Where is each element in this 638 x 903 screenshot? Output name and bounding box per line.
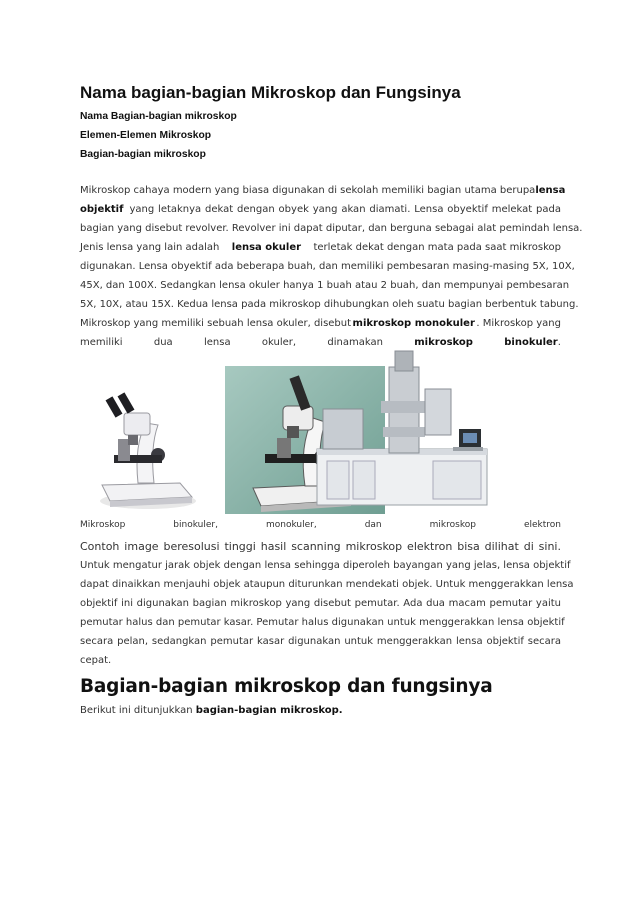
caption-word: elektron (523, 520, 561, 530)
text-line (80, 181, 566, 200)
text-span: digunakan. Lensa obyektif ada beberapa buah, dan memiliki pembesaran masing-masing 5X, 10X, (80, 261, 575, 272)
text-line (80, 295, 579, 314)
text-line (80, 238, 561, 257)
text-span: Mikroskop cahaya modern yang biasa digunakan di sekolah memiliki bagian utama berupa (80, 185, 536, 196)
text-span: Contoh image beresolusi tinggi hasil scanning mikroskop elektron bisa dilihat di sini. (80, 540, 561, 553)
text-span: . Mikroskop yang (476, 318, 561, 329)
subheading-2: Elemen-Elemen Mikroskop (80, 130, 212, 141)
text-span: cepat. (80, 655, 112, 666)
caption-word: dan (364, 520, 382, 530)
page-title: Nama bagian-bagian Mikroskop dan Fungsinya (80, 83, 461, 102)
text-line (80, 219, 583, 238)
bold-term: mikroskop monokuler (352, 318, 475, 329)
text-line (80, 200, 561, 219)
text-span: objektif ini digunakan bagian mikroskop yang disebut pemutar. Ada dua macam pemutar yaitu (80, 598, 561, 609)
bold-term: objektif (80, 204, 124, 215)
text-span: dapat dinaikkan menjauhi objek ataupun diturunkan mendekati objek. Untuk menggerakkan lensa (80, 579, 574, 590)
paragraph-pemutar (80, 537, 574, 670)
text-line (80, 257, 575, 276)
text-span: memiliki (80, 337, 123, 348)
text-line (80, 537, 561, 556)
text-span: bagian yang disebut revolver. Revolver ini dapat diputar, dan berguna sebagai alat pemindah lensa. (80, 223, 583, 234)
text-span: secara pelan, sedangkan pemutar kasar digunakan untuk menggerakkan lensa objektif secara (80, 636, 561, 647)
text-line (80, 575, 574, 594)
subheading-3: Bagian-bagian mikroskop (80, 149, 206, 160)
text-span: Jenis lensa yang lain adalah (80, 242, 220, 253)
text-line (80, 613, 565, 632)
electron-microscope-image (313, 349, 493, 515)
text-line (80, 556, 571, 575)
bold-term: lensa okuler (231, 242, 302, 253)
text-line (80, 276, 570, 295)
intro-text (80, 705, 343, 716)
paragraph-lensa (80, 181, 583, 352)
text-span: dua (153, 337, 173, 348)
bold-term: mikroskop (414, 337, 473, 348)
bold-term: lensa (535, 185, 566, 196)
text-span: Untuk mengatur jarak objek dengan lensa sehingga diperoleh bayangan yang jelas, lensa objektif (80, 560, 571, 571)
text-line (80, 632, 561, 651)
bold-term: bagian-bagian mikroskop. (195, 705, 343, 716)
text-span: pemutar halus dan pemutar kasar. Pemutar halus digunakan untuk menggerakkan lensa objektif (80, 617, 565, 628)
text-line (80, 594, 561, 613)
text-line (80, 314, 561, 333)
text-span: 45X, dan 100X. Sedangkan lensa okuler hanya 1 buah atau 2 buah, dan mempunyai pembesaran (80, 280, 570, 291)
caption-word: Mikroskop (80, 520, 126, 530)
image-caption (80, 520, 561, 530)
text-span: okuler, (261, 337, 297, 348)
text-span: 5X, 10X, atau 15X. Kedua lensa pada mikroskop dihubungkan oleh suatu bagian berbentuk tabung. (80, 299, 579, 310)
text-span: Mikroskop yang memiliki sebuah lensa okuler, disebut (80, 318, 352, 329)
text-span: . (557, 337, 561, 348)
binocular-microscope-image (88, 385, 198, 513)
caption-word: binokuler, (173, 520, 218, 530)
text-span: terletak dekat dengan mata pada saat mikroskop (313, 242, 561, 253)
caption-word: mikroskop (429, 520, 476, 530)
text-span: Berikut ini ditunjukkan (80, 705, 193, 716)
caption-word: monokuler, (265, 520, 317, 530)
bold-term: binokuler (504, 337, 558, 348)
section-heading: Bagian-bagian mikroskop dan fungsinya (80, 676, 493, 697)
text-span: yang letaknya dekat dengan obyek yang akan diamati. Lensa obyektif melekat pada (129, 204, 561, 215)
text-line (80, 651, 561, 670)
text-span: lensa (204, 337, 231, 348)
subheading-1: Nama Bagian-bagian mikroskop (80, 111, 237, 122)
text-span: dinamakan (327, 337, 383, 348)
